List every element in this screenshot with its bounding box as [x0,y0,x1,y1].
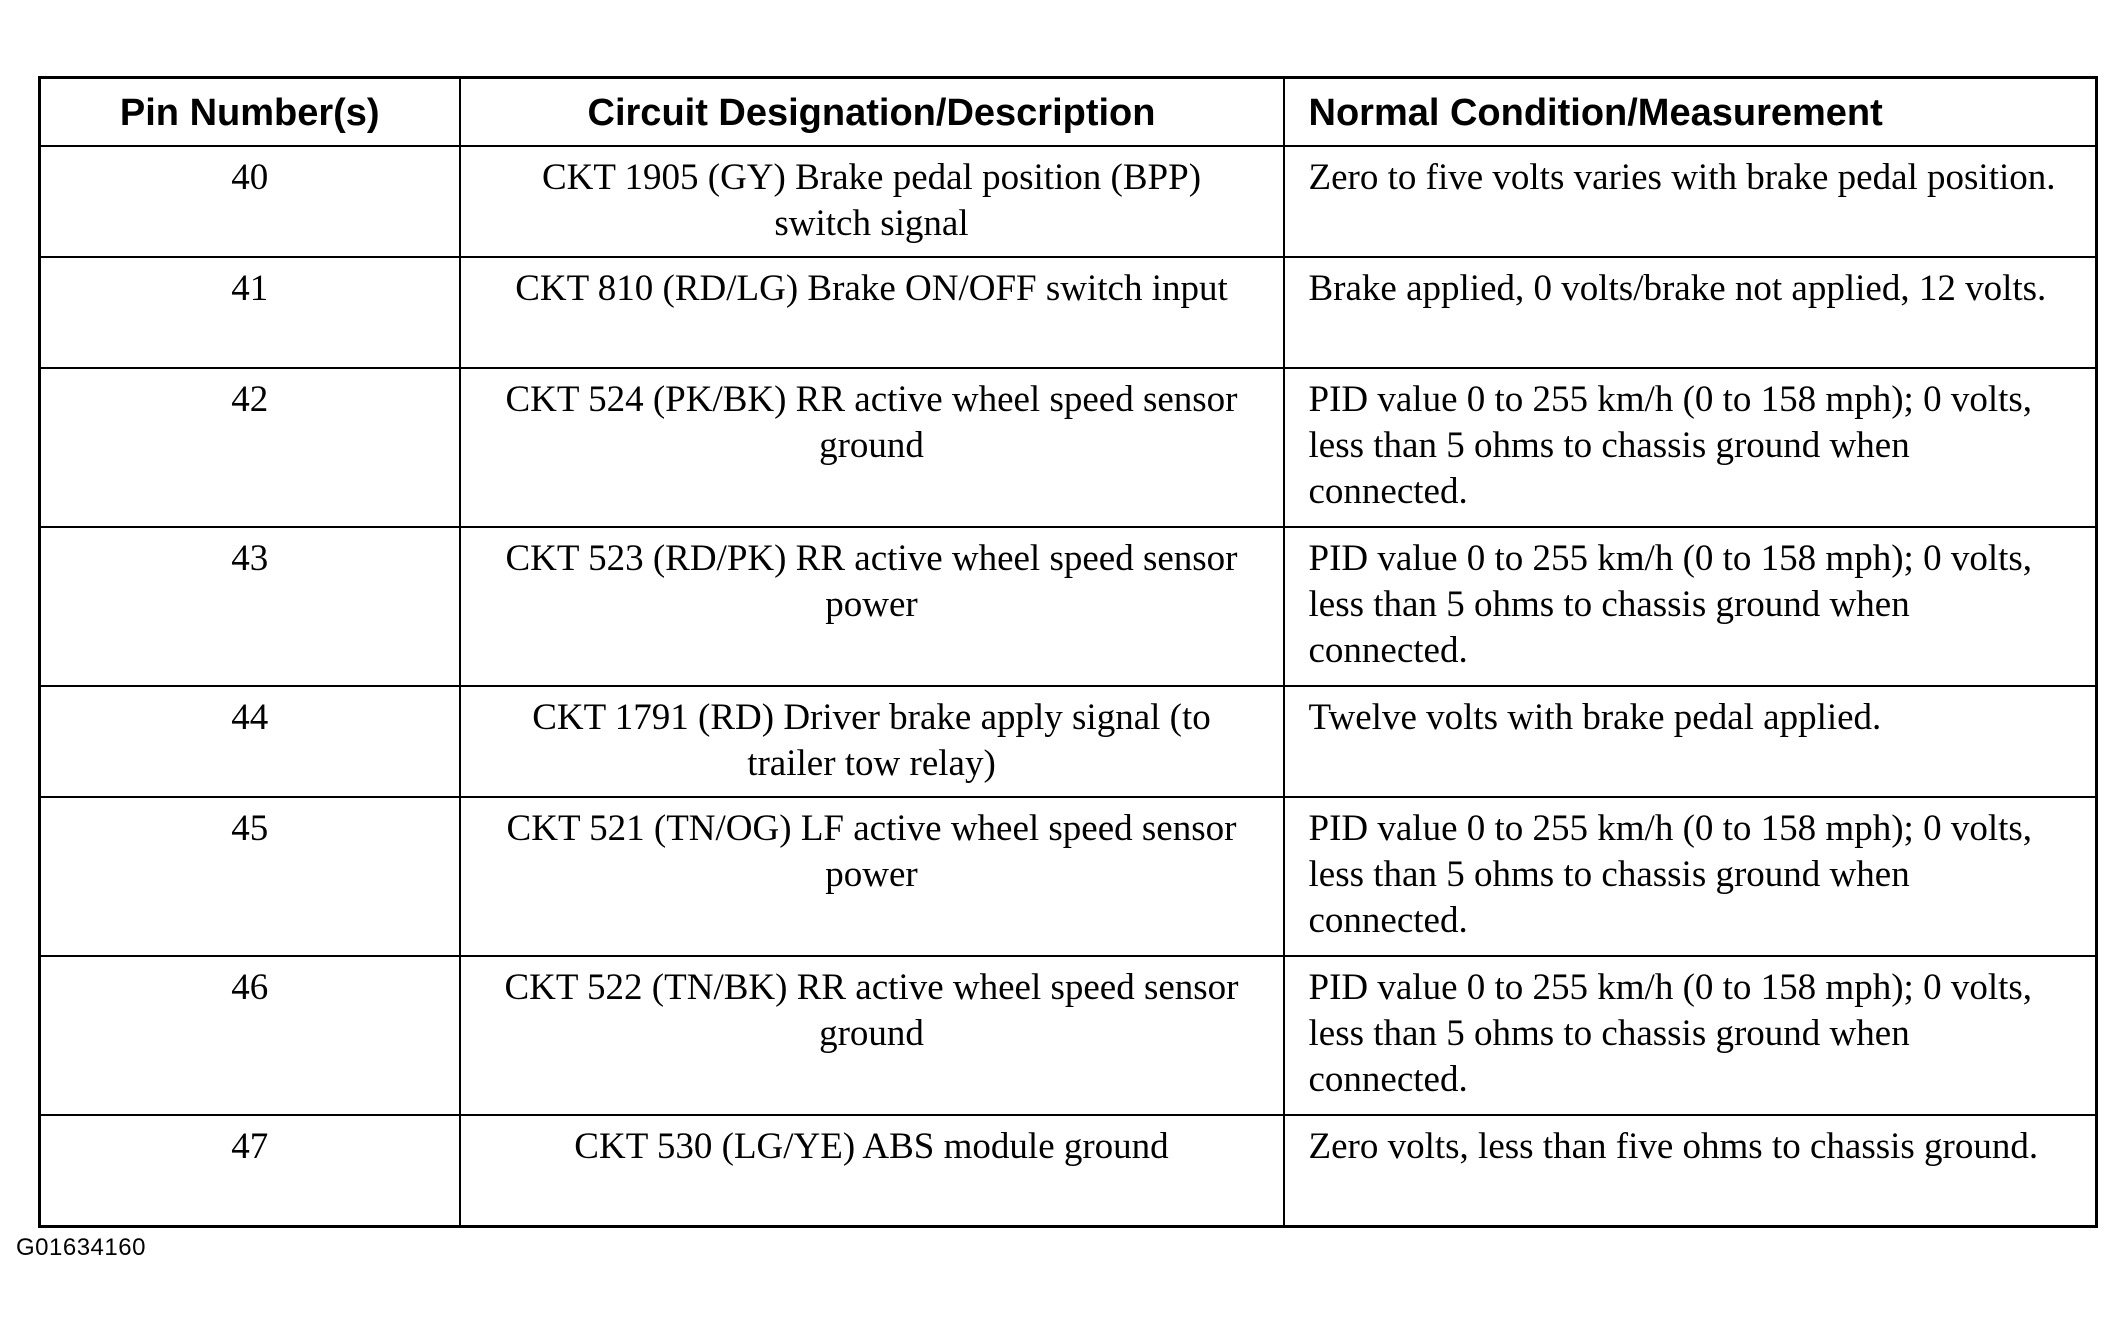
table-row [40,686,2097,797]
pin-number-cell: 46 [40,956,460,1115]
header-circuit-description: Circuit Designation/Description [460,78,1284,147]
pin-number-cell: 41 [40,257,460,368]
table-row [40,1115,2097,1227]
table-row [40,797,2097,956]
pin-number-cell: 45 [40,797,460,956]
circuit-description-cell: CKT 521 (TN/OG) LF active wheel speed sensor power [460,797,1284,956]
measurement-cell: PID value 0 to 255 km/h (0 to 158 mph); 0 volts, less than 5 ohms to chassis ground when connected. [1284,956,2097,1115]
circuit-description-cell: CKT 523 (RD/PK) RR active wheel speed sensor power [460,527,1284,686]
table-row [40,368,2097,527]
circuit-description-cell: CKT 524 (PK/BK) RR active wheel speed sensor ground [460,368,1284,527]
header-pin-numbers: Pin Number(s) [40,78,460,147]
measurement-cell: Zero volts, less than five ohms to chassis ground. [1284,1115,2097,1227]
measurement-cell: Twelve volts with brake pedal applied. [1284,686,2097,797]
circuit-description-cell: CKT 810 (RD/LG) Brake ON/OFF switch input [460,257,1284,368]
header-normal-condition: Normal Condition/Measurement [1284,78,2097,147]
table-row [40,257,2097,368]
circuit-description-cell: CKT 522 (TN/BK) RR active wheel speed sensor ground [460,956,1284,1115]
measurement-cell: PID value 0 to 255 km/h (0 to 158 mph); 0 volts, less than 5 ohms to chassis ground when connected. [1284,797,2097,956]
measurement-cell: PID value 0 to 255 km/h (0 to 158 mph); 0 volts, less than 5 ohms to chassis ground when connected. [1284,527,2097,686]
measurement-cell: Zero to five volts varies with brake pedal position. [1284,146,2097,257]
pin-number-cell: 42 [40,368,460,527]
pin-number-cell: 40 [40,146,460,257]
measurement-cell: Brake applied, 0 volts/brake not applied, 12 volts. [1284,257,2097,368]
figure-id: G01634160 [16,1234,146,1261]
table-row [40,146,2097,257]
pin-table [38,76,2098,1228]
table-row [40,527,2097,686]
circuit-description-cell: CKT 1905 (GY) Brake pedal position (BPP) switch signal [460,146,1284,257]
circuit-description-cell: CKT 1791 (RD) Driver brake apply signal (to trailer tow relay) [460,686,1284,797]
pin-number-cell: 47 [40,1115,460,1227]
pin-number-cell: 44 [40,686,460,797]
circuit-description-cell: CKT 530 (LG/YE) ABS module ground [460,1115,1284,1227]
pin-number-cell: 43 [40,527,460,686]
table-row [40,956,2097,1115]
measurement-cell: PID value 0 to 255 km/h (0 to 158 mph); 0 volts, less than 5 ohms to chassis ground when connected. [1284,368,2097,527]
header-row [40,78,2097,147]
